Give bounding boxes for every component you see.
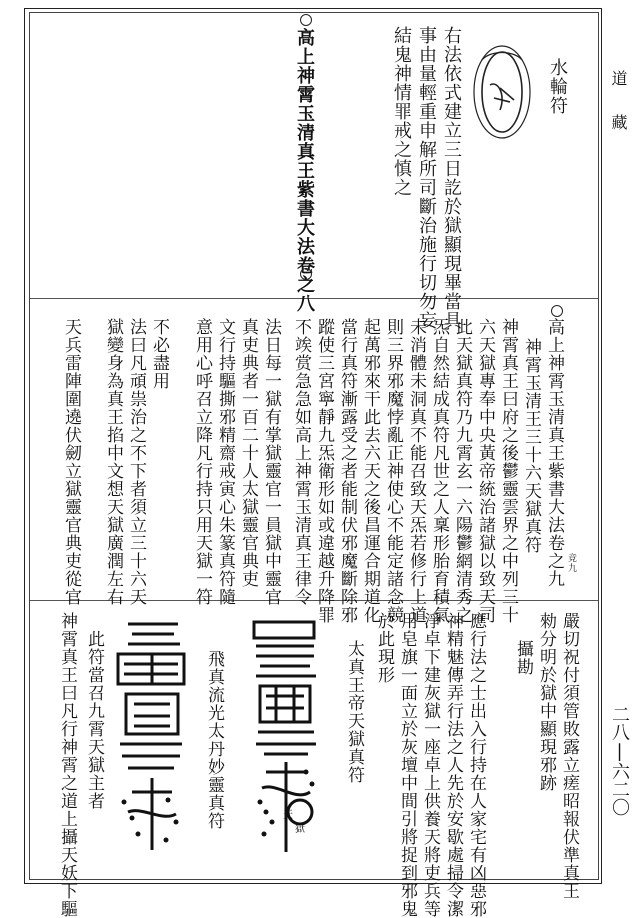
block2-col-20: 天兵雷陣圍遶伏劒立獄靈官典吏從官 [61,318,81,606]
volume-end-title: 高上神霄玉清真王紫書大法卷之八 [294,28,315,313]
block2-col-2: 神霄玉清王三十六天獄真符 [521,338,541,554]
talisman-heading: 水輪符 [547,58,568,115]
block2-col-10: 當行真符漸露受之者能制伏邪魔斷除邪 [337,318,357,624]
circle-mark [551,305,563,317]
block1-col-2: 事由量輕重申解所司斷治施行切勿妄 [416,26,437,330]
block2-col-18: 法曰凡頑祟治之不下者須立三十六天 [126,318,146,606]
circle-mark [300,268,312,280]
block2-col-19: 獄變身為真王掐中文想天獄廣潤左右 [103,318,123,606]
block2-col-9: 起萬邪來干此去六天之後昌運合期道化 [360,318,380,624]
block3-col-5: 神精魅傳弄行法之人先於安歇處掃令潔 [443,612,463,918]
block2-col-4: 六天獄專奉中央黃帝統治諸獄以致天司 [475,318,495,624]
talisman-seal-2 [108,612,194,862]
block2-col-16: 意用心呼召立降凡行持只用天獄一符 [192,318,212,606]
talisman-seal-1 [246,612,326,862]
block3-col-9: 太真王帝天獄真符 [344,640,364,784]
block2-col-3: 神霄真王曰府之後鬱靈雲界之中列三十 [498,318,518,624]
circle-mark [300,14,312,26]
block2-col-8: 則三界邪魔悖亂正神使心不能定諸念競 [383,318,403,624]
block1-col-3: 結鬼神情罪戒之慎之 [391,26,412,197]
block2-col-17: 不必盡用 [149,318,169,390]
block2-col-15: 文行持驅撕邪精齋戒寅心朱篆真符隨 [215,318,235,606]
block3-col-7: 用皂旗一面立於灰壇中間引將捉到邪鬼 [397,612,417,918]
page-number: 二八|六二〇 [609,705,630,816]
block2-col-7: 未消體未洞真不能召致天炁若修行上道 [406,318,426,624]
block2-col-5: 此天獄真符乃九霄玄一六陽鬱網清秀之 [452,318,472,624]
block3-col-6: 淨卓下建灰獄一座卓上供養天將吏兵等 [420,612,440,918]
block2-col-13: 法日每一獄有掌獄靈官一員獄中靈官 [261,318,281,606]
block2-col-6: 炁自然結成真符凡世之人稟形胎育積氣 [429,318,449,624]
block3-col-2: 勑分明於獄中顯現邪跡 [536,612,556,792]
block3-col-8: 於此現形 [374,612,394,684]
svg-text:獄: 獄 [295,824,305,835]
block3-col-1: 嚴切祝付須管敗露立瘥昭報伏準真王 [559,612,579,900]
block3-col-11: 此符當召九霄天獄主者 [84,630,104,810]
block2-col-1: 高上神霄玉清真王紫書大法卷之九 [544,318,564,588]
svg-text:天: 天 [283,810,293,821]
water-wheel-talisman [470,40,540,140]
block2-note: 竞九 [566,553,576,573]
block3-col-4: 應行法之士出入行持在人家宅有凶惡邪 [466,612,486,918]
block2-col-11: 蹤使三宮寧靜九炁衛形如或違越升降罪 [314,318,334,624]
block3-col-3: 攝勘 [513,640,533,676]
block3-col-12: 神霄真王曰凡行神霄之道上攝天妖下驅 [57,612,77,918]
block3-col-10: 飛真流光太丹妙靈真符 [204,650,224,830]
block2-col-12: 不竢赏急急如高上神霄玉清真王律令 [291,318,311,606]
block2-col-14: 真吏典者一百二十人太獄靈官典吏 [238,318,258,588]
collection-title: 道藏 [609,70,628,158]
block1-col-1: 右法依式建立三日訖於獄顯現畢當具 [441,26,462,330]
